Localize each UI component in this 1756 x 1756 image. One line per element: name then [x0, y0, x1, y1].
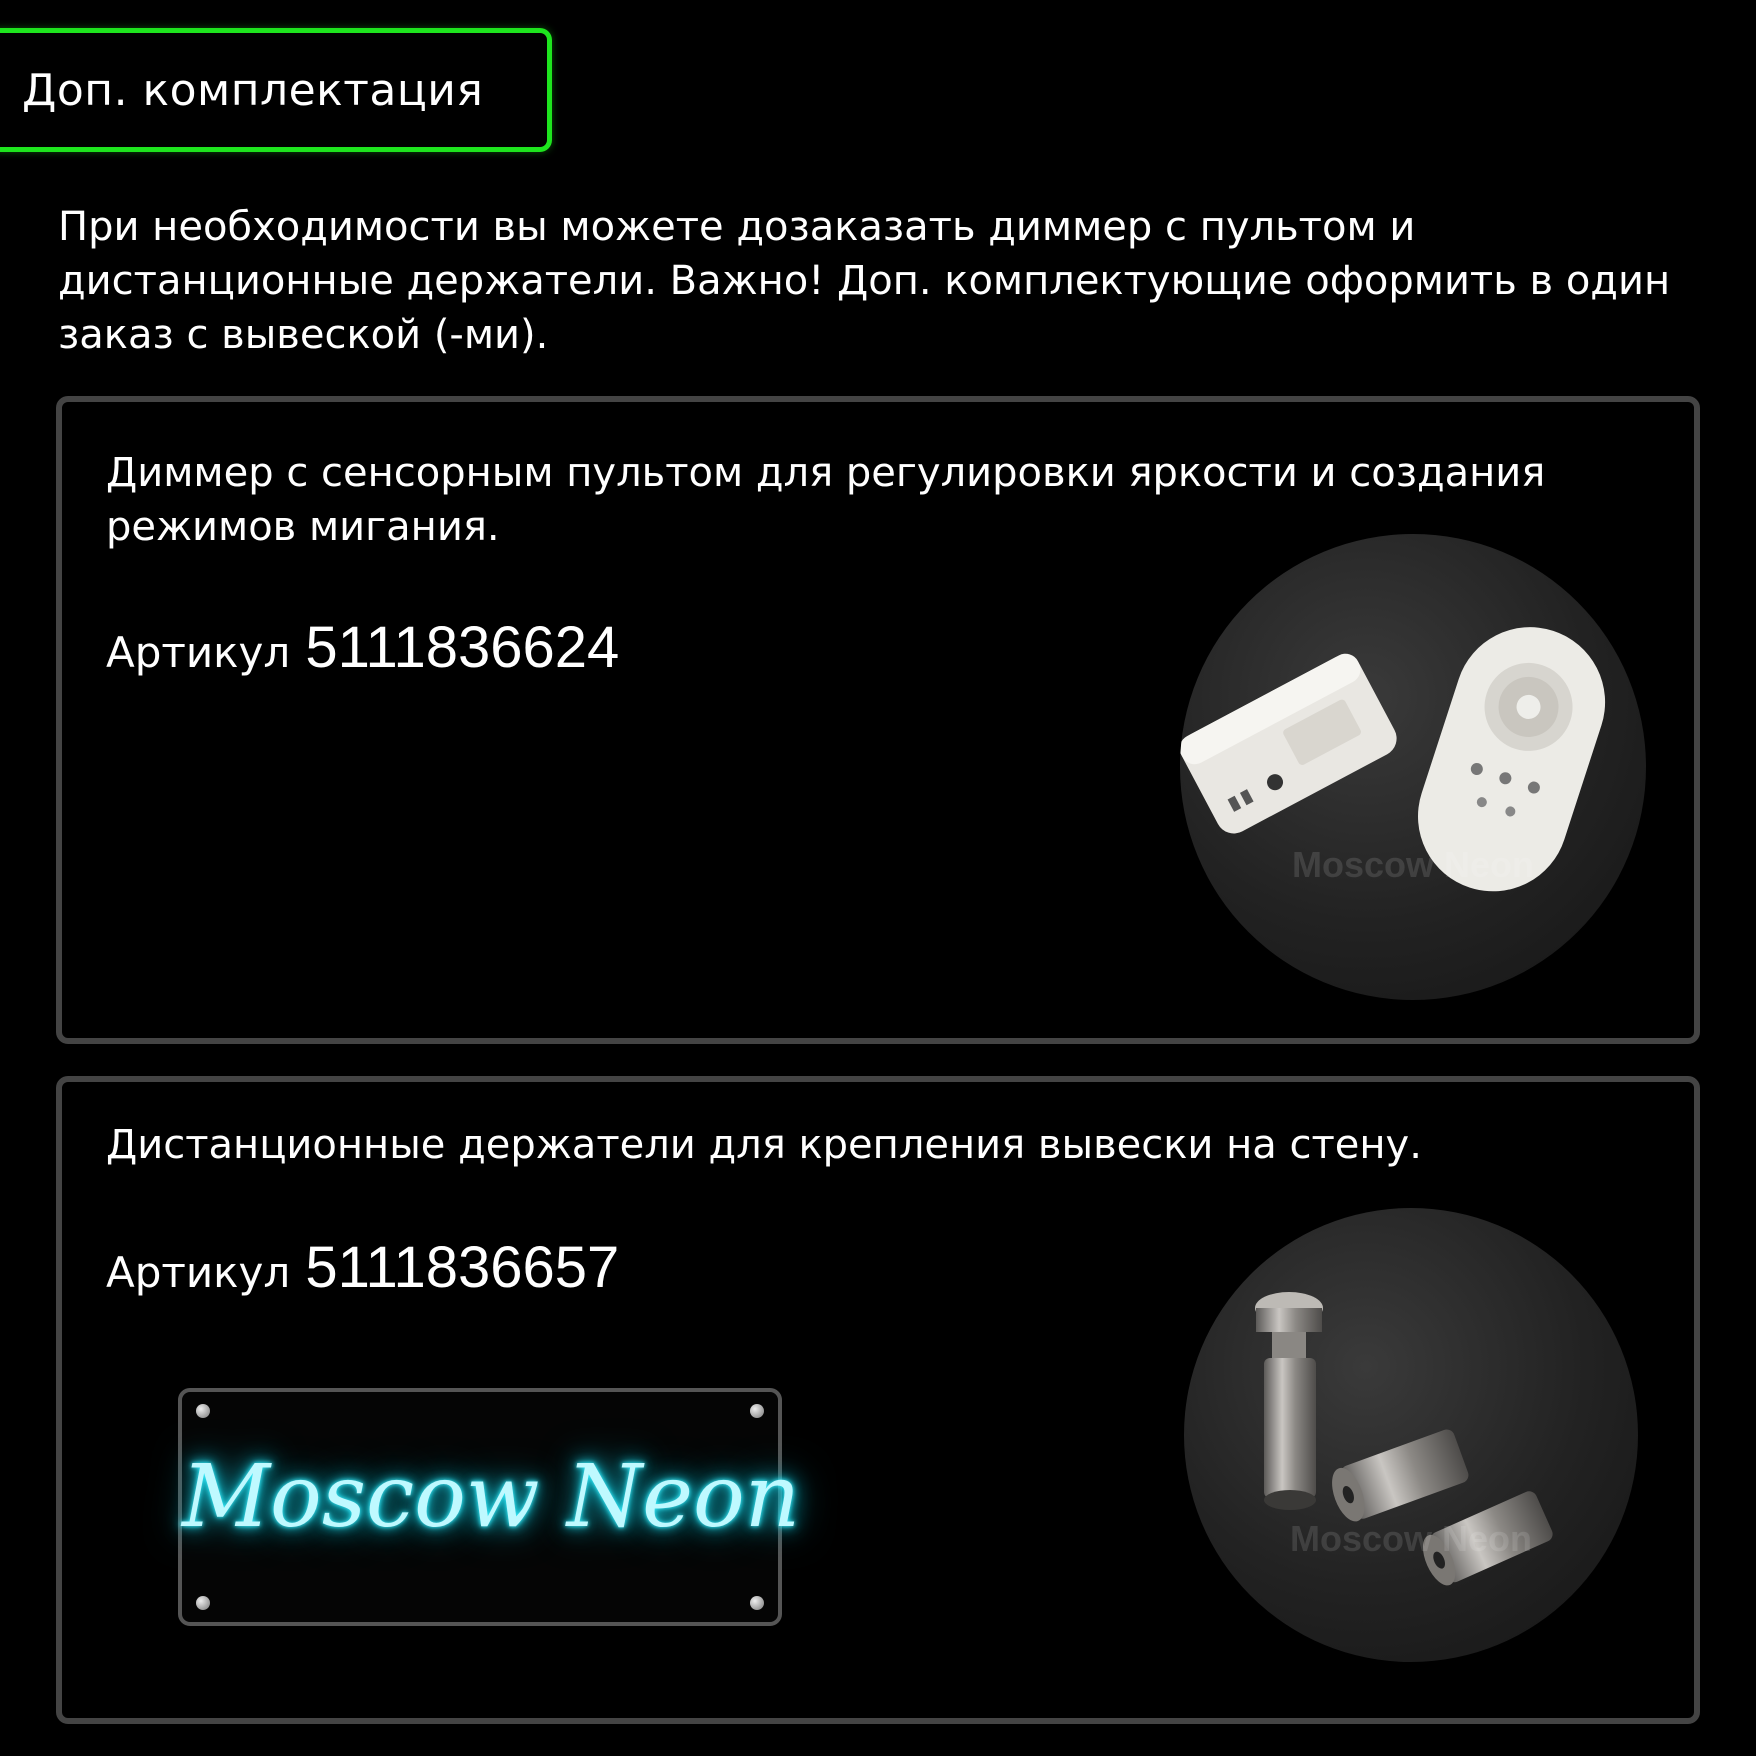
section-title: Доп. комплектация	[22, 65, 484, 116]
product-sku	[106, 614, 619, 681]
watermark: Moscow Neon	[1291, 844, 1534, 885]
neon-sign-preview	[178, 1388, 801, 1626]
watermark: Moscow Neon	[1289, 1518, 1532, 1559]
intro-text: При необходимости вы можете дозаказать диммер с пультом и дистанционные держатели. Важно! Доп. комплектующие оформить в один заказ с вывеской (-ми).	[58, 204, 1671, 358]
screw-icon	[750, 1404, 764, 1418]
screw-icon	[196, 1596, 210, 1610]
dimmer-remote-illustration	[1180, 534, 1646, 1000]
standoff-holders-photo	[1184, 1208, 1638, 1662]
sku-value: 5111836624	[305, 615, 620, 680]
neon-sign-text: Moscow Neon	[182, 1447, 801, 1547]
dimmer-remote-photo	[1180, 534, 1646, 1000]
sku-label: Артикул	[106, 1248, 291, 1297]
product-description: Диммер с сенсорным пультом для регулировки яркости и создания режимов мигания.	[106, 450, 1546, 550]
standoff-holders-illustration	[1184, 1208, 1638, 1662]
product-description: Дистанционные держатели для крепления вывески на стену.	[106, 1122, 1422, 1168]
product-sku	[106, 1234, 619, 1301]
section-tag	[0, 28, 552, 152]
screw-icon	[750, 1596, 764, 1610]
sku-label: Артикул	[106, 628, 291, 677]
screw-icon	[196, 1404, 210, 1418]
product-card-dimmer	[56, 396, 1700, 1044]
sku-value: 5111836657	[305, 1235, 620, 1300]
product-card-holders	[56, 1076, 1700, 1724]
